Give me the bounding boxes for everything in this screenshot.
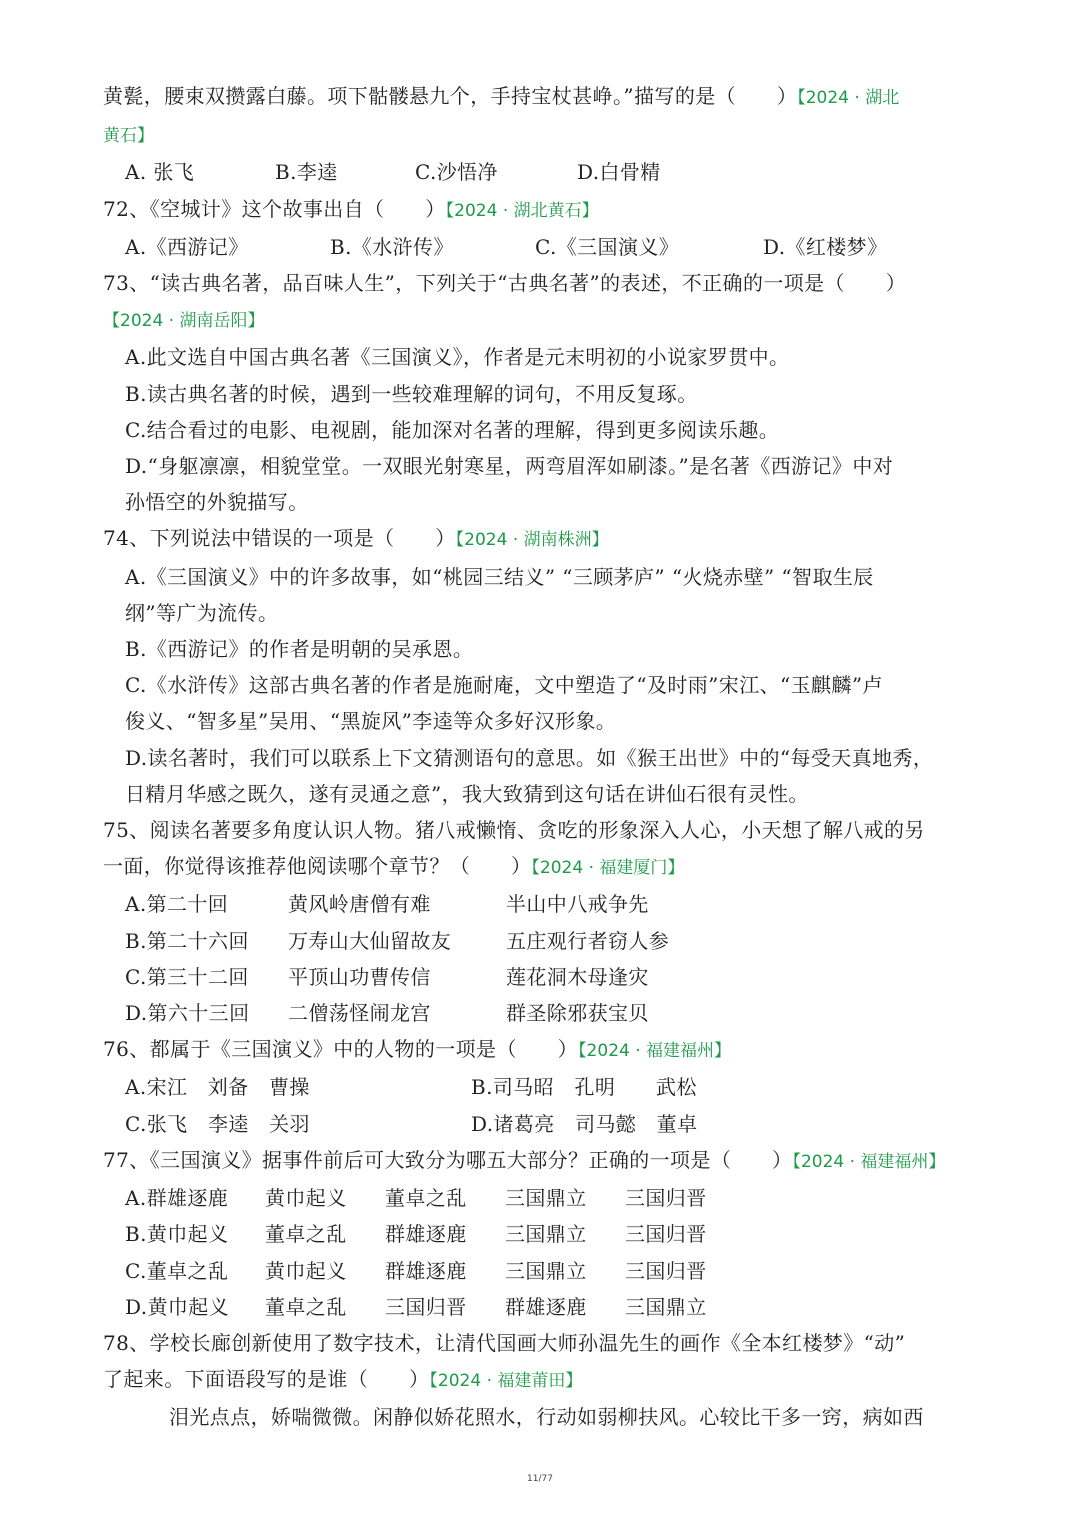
line-text: 73、“读古典名著，品百味人生”，下列关于“古典名著”的表述，不正确的一项是（ ） — [103, 271, 907, 296]
source-tag: 【2024 · 福建厦门】 — [531, 858, 685, 879]
option-row — [103, 959, 983, 995]
line-text: 了起来。下面语段写的是谁（ ） — [103, 1367, 430, 1392]
source-tag: 【2024 · 湖北黄石】 — [445, 200, 599, 221]
option-text: B.李逵 — [275, 160, 338, 185]
option-text: D.黄巾起义 — [125, 1294, 230, 1319]
text-line — [103, 776, 983, 812]
option-text: 群雄逐鹿 — [385, 1258, 467, 1283]
text-line — [103, 812, 983, 848]
option-row — [103, 1216, 983, 1252]
question-text-body — [103, 78, 983, 1436]
option-text: D.第六十三回 — [125, 1001, 250, 1026]
line-text: 黄甏，腰束双攒露白藤。项下骷髅悬九个，手持宝杖甚峥。”描写的是（ ） — [103, 84, 798, 108]
text-line — [103, 116, 983, 154]
option-text: B.司马昭 孔明 武松 — [471, 1075, 697, 1100]
option-row — [103, 1289, 983, 1325]
option-text: A.第二十回 — [125, 892, 229, 917]
option-text: 黄巾起义 — [265, 1186, 347, 1211]
text-line — [103, 78, 983, 116]
line-text: A.《三国演义》中的许多故事，如“桃园三结义” “三顾茅庐” “火烧赤壁” “智取生辰 — [125, 564, 874, 589]
option-text: C.《三国演义》 — [535, 234, 680, 259]
option-text: 五庄观行者窃人参 — [506, 928, 670, 953]
option-row — [103, 1106, 983, 1142]
line-text: D.读名著时，我们可以联系上下文猜测语句的意思。如《猴王出世》中的“每受天真地秀， — [125, 745, 934, 770]
option-text: 群雄逐鹿 — [505, 1294, 587, 1319]
line-text: 一面，你觉得该推荐他阅读哪个章节？（ ） — [103, 854, 532, 879]
option-text: 群雄逐鹿 — [385, 1222, 467, 1247]
option-row — [103, 1069, 983, 1105]
option-text: 万寿山大仙留故友 — [288, 928, 452, 953]
option-text: B.黄巾起义 — [125, 1222, 229, 1247]
option-text: D.诸葛亮 司马懿 董卓 — [471, 1111, 698, 1136]
line-text: 俊义、“智多星”吴用、“黑旋风”李逵等众多好汉形象。 — [125, 709, 617, 734]
option-text: 三国归晋 — [625, 1222, 707, 1247]
text-line — [103, 520, 983, 558]
option-row — [103, 886, 983, 922]
line-text: C.结合看过的电影、电视剧，能加深对名著的理解，得到更多阅读乐趣。 — [125, 417, 780, 442]
text-line — [103, 848, 983, 886]
source-tag: 【2024 · 湖南株洲】 — [455, 530, 609, 551]
option-text: C.沙悟净 — [415, 160, 498, 185]
line-text: C.《水浒传》这部古典名著的作者是施耐庵，文中塑造了“及时雨”宋江、“玉麒麟”卢 — [125, 673, 883, 698]
text-line — [103, 631, 983, 667]
option-text: 三国鼎立 — [505, 1186, 587, 1211]
line-text: 74、下列说法中错误的一项是（ ） — [103, 526, 456, 551]
text-line — [103, 1031, 983, 1069]
source-tag: 【2024 · 湖南岳阳】 — [103, 311, 265, 332]
text-line — [103, 191, 983, 229]
option-text: 黄巾起义 — [265, 1258, 347, 1283]
text-line — [103, 595, 983, 631]
option-text: 群圣除邪获宝贝 — [506, 1001, 649, 1026]
option-text: 半山中八戒争先 — [506, 892, 649, 917]
option-text: 董卓之乱 — [385, 1186, 467, 1211]
text-line — [103, 1361, 983, 1399]
option-row — [103, 923, 983, 959]
option-text: A.群雄逐鹿 — [125, 1186, 229, 1211]
text-line — [103, 448, 983, 484]
text-line — [103, 703, 983, 739]
text-line — [103, 339, 983, 375]
option-text: 平顶山功曹传信 — [288, 964, 431, 989]
option-text: 董卓之乱 — [265, 1222, 347, 1247]
option-text: 三国鼎立 — [505, 1258, 587, 1283]
option-text: 三国归晋 — [625, 1258, 707, 1283]
line-text: 纲”等广为流传。 — [125, 600, 279, 625]
line-text: 72、《空城计》这个故事出自（ ） — [103, 196, 446, 221]
source-tag: 黄石】 — [103, 126, 154, 147]
text-line — [103, 484, 983, 520]
source-tag: 【2024 · 福建福州】 — [578, 1041, 732, 1062]
option-text: A. 张飞 — [125, 160, 195, 185]
option-text: C.第三十二回 — [125, 964, 249, 989]
line-text: 76、都属于《三国演义》中的人物的一项是（ ） — [103, 1037, 579, 1062]
option-text: D.《红楼梦》 — [763, 234, 888, 259]
option-text: B.《水浒传》 — [330, 234, 454, 259]
line-text: 77、《三国演义》据事件前后可大致分为哪五大部分？正确的一项是（ ） — [103, 1147, 793, 1172]
line-text: B.《西游记》的作者是明朝的吴承恩。 — [125, 637, 474, 662]
option-row — [103, 1253, 983, 1289]
line-text: A.此文选自中国古典名著《三国演义》，作者是元末明初的小说家罗贯中。 — [125, 345, 790, 370]
option-text: C.张飞 李逵 关羽 — [125, 1111, 310, 1136]
option-text: A.《西游记》 — [125, 234, 249, 259]
line-text: 日精月华感之既久，遂有灵通之意”，我大致猜到这句话在讲仙石很有灵性。 — [125, 781, 809, 806]
line-text: 孙悟空的外貌描写。 — [125, 490, 309, 515]
option-text: B.第二十六回 — [125, 928, 249, 953]
line-text: 75、阅读名著要多角度认识人物。猪八戒懒惰、贪吃的形象深入人心，小天想了解八戒的另 — [103, 818, 925, 843]
text-line — [103, 667, 983, 703]
option-row — [103, 154, 983, 190]
option-row — [103, 229, 983, 265]
text-line — [103, 559, 983, 595]
option-text: 三国鼎立 — [505, 1222, 587, 1247]
line-text: B.读古典名著的时候，遇到一些较难理解的词句，不用反复琢。 — [125, 381, 698, 406]
option-text: 三国鼎立 — [625, 1294, 707, 1319]
page-number: 11/77 — [527, 1474, 553, 1484]
text-line — [103, 301, 983, 339]
text-line — [103, 265, 983, 301]
option-text: 三国归晋 — [625, 1186, 707, 1211]
text-line — [103, 1142, 983, 1180]
text-line — [103, 376, 983, 412]
option-text: A.宋江 刘备 曹操 — [125, 1075, 310, 1100]
source-tag: 【2024 · 福建福州】 — [792, 1151, 946, 1172]
option-text: 三国归晋 — [385, 1294, 467, 1319]
source-tag: 【2024 · 湖北 — [797, 88, 900, 108]
text-line — [103, 740, 983, 776]
option-text: 莲花洞木母逢灾 — [506, 964, 649, 989]
option-text: 董卓之乱 — [265, 1294, 347, 1319]
option-text: D.白骨精 — [577, 160, 661, 185]
option-row — [103, 995, 983, 1031]
option-text: 黄风岭唐僧有难 — [288, 892, 431, 917]
option-row — [103, 1180, 983, 1216]
text-line — [103, 1399, 983, 1435]
source-tag: 【2024 · 福建莆田】 — [429, 1371, 583, 1392]
option-text: C.董卓之乱 — [125, 1258, 229, 1283]
option-text: 二僧荡怪闹龙宫 — [288, 1001, 431, 1026]
line-text: 78、学校长廊创新使用了数字技术，让清代国画大师孙温先生的画作《全本红楼梦》“动” — [103, 1330, 906, 1355]
text-line — [103, 412, 983, 448]
text-line — [103, 1325, 983, 1361]
line-text: 泪光点点，娇喘微微。闲静似娇花照水，行动如弱柳扶风。心较比干多一窍，病如西 — [169, 1405, 924, 1430]
line-text: D.“身躯凛凛，相貌堂堂。一双眼光射寒星，两弯眉浑如刷漆。”是名著《西游记》中对 — [125, 454, 894, 479]
